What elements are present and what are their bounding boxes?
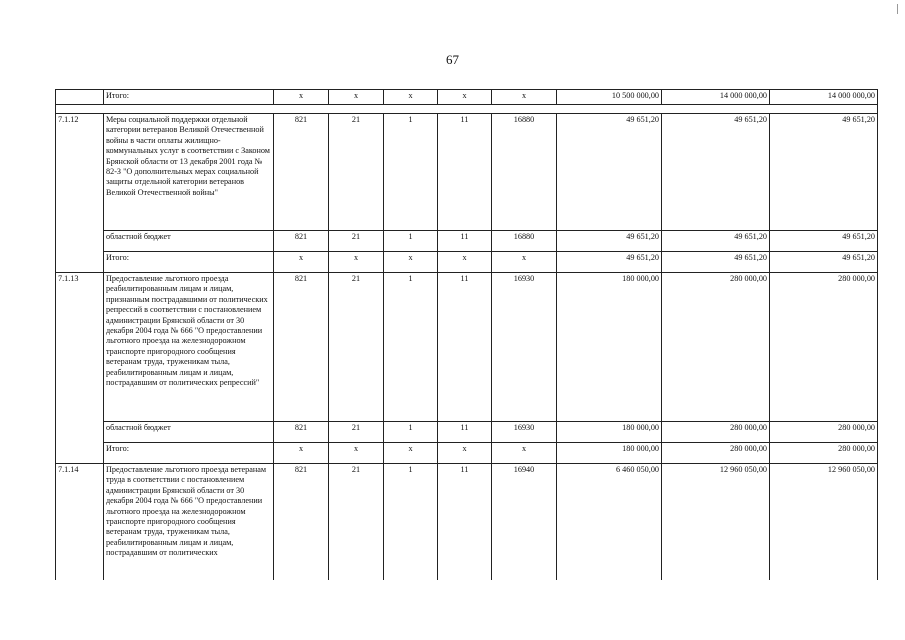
- rz-cell: 21: [329, 422, 384, 443]
- value-2-cell: 280 000,00: [662, 273, 770, 422]
- row-index-cell: [56, 90, 104, 105]
- value-2-cell: 280 000,00: [662, 422, 770, 443]
- rz-cell: 21: [329, 114, 384, 231]
- value-3-cell: 14 000 000,00: [770, 90, 878, 105]
- value-3-cell: 49 651,20: [770, 114, 878, 231]
- grbs-cell: х: [274, 443, 329, 464]
- value-1-cell: 49 651,20: [557, 231, 662, 252]
- pr-cell: 1: [384, 231, 438, 252]
- table-row-total: [56, 252, 878, 273]
- row-name-cell: Меры социальной поддержки отдельной категории ветеранов Великой Отечественной войны в части оплаты жилищно-коммунальных услуг в соответствии с Законом Брянской области от 13 декабря 2001 года № 82-З "О дополнительных мерах социальной защиты отдельной категории ветеранов Великой Отечественной войны": [104, 114, 274, 231]
- target-cell: 16880: [492, 114, 557, 231]
- value-1-cell: 180 000,00: [557, 273, 662, 422]
- spacer-cell: [56, 105, 878, 114]
- table-row-measure: [56, 464, 878, 581]
- value-1-cell: 49 651,20: [557, 252, 662, 273]
- row-name-cell: областной бюджет: [104, 231, 274, 252]
- pr-cell: х: [384, 443, 438, 464]
- value-2-cell: 14 000 000,00: [662, 90, 770, 105]
- table-row-total: [56, 443, 878, 464]
- value-2-cell: 280 000,00: [662, 443, 770, 464]
- grbs-cell: 821: [274, 114, 329, 231]
- row-name-cell: Предоставление льготного проезда ветеранам труда в соответствии с постановлением администрации Брянской области от 30 декабря 2004 года № 666 "О предоставлении льготного проезда на железнодорожном транспорте пригородного сообщения ветеранам труда, труженикам тыла, реабилитированным лицам и лицам, пострадавшим от политических: [104, 464, 274, 581]
- value-1-cell: 10 500 000,00: [557, 90, 662, 105]
- page-number: 67: [446, 52, 459, 67]
- budget-table: [55, 89, 878, 580]
- grbs-cell: х: [274, 90, 329, 105]
- cs-cell: 11: [438, 464, 492, 581]
- cs-cell: 11: [438, 231, 492, 252]
- table-row-total: [56, 90, 878, 105]
- table-row-measure: [56, 273, 878, 422]
- grbs-cell: 821: [274, 231, 329, 252]
- value-1-cell: 6 460 050,00: [557, 464, 662, 581]
- rz-cell: 21: [329, 231, 384, 252]
- value-2-cell: 49 651,20: [662, 114, 770, 231]
- target-cell: 16940: [492, 464, 557, 581]
- grbs-cell: 821: [274, 273, 329, 422]
- value-1-cell: 49 651,20: [557, 114, 662, 231]
- table-row-source: [56, 231, 878, 252]
- pr-cell: 1: [384, 464, 438, 581]
- value-3-cell: 280 000,00: [770, 443, 878, 464]
- cs-cell: 11: [438, 114, 492, 231]
- grbs-cell: х: [274, 252, 329, 273]
- pr-cell: х: [384, 90, 438, 105]
- row-index-cell: 7.1.12: [56, 114, 104, 273]
- value-2-cell: 12 960 050,00: [662, 464, 770, 581]
- grbs-cell: 821: [274, 464, 329, 581]
- row-name-cell: областной бюджет: [104, 422, 274, 443]
- rz-cell: 21: [329, 273, 384, 422]
- target-cell: 16930: [492, 273, 557, 422]
- pr-cell: 1: [384, 114, 438, 231]
- target-cell: 16930: [492, 422, 557, 443]
- value-2-cell: 49 651,20: [662, 231, 770, 252]
- spacer-row: [56, 105, 878, 114]
- cs-cell: х: [438, 90, 492, 105]
- value-3-cell: 280 000,00: [770, 422, 878, 443]
- rz-cell: 21: [329, 464, 384, 581]
- target-cell: 16880: [492, 231, 557, 252]
- grbs-cell: 821: [274, 422, 329, 443]
- row-name-cell: Итого:: [104, 252, 274, 273]
- row-index-cell: 7.1.13: [56, 273, 104, 464]
- scan-edge-mark: [897, 4, 898, 14]
- rz-cell: х: [329, 252, 384, 273]
- target-cell: х: [492, 252, 557, 273]
- row-name-cell: Итого:: [104, 90, 274, 105]
- table-row-measure: [56, 114, 878, 231]
- target-cell: х: [492, 443, 557, 464]
- pr-cell: 1: [384, 422, 438, 443]
- cs-cell: 11: [438, 422, 492, 443]
- table-row-source: [56, 422, 878, 443]
- target-cell: х: [492, 90, 557, 105]
- value-3-cell: 49 651,20: [770, 252, 878, 273]
- cs-cell: х: [438, 443, 492, 464]
- value-3-cell: 280 000,00: [770, 273, 878, 422]
- value-1-cell: 180 000,00: [557, 443, 662, 464]
- row-index-cell: 7.1.14: [56, 464, 104, 581]
- row-name-cell: Итого:: [104, 443, 274, 464]
- value-3-cell: 49 651,20: [770, 231, 878, 252]
- cs-cell: 11: [438, 273, 492, 422]
- rz-cell: х: [329, 443, 384, 464]
- pr-cell: 1: [384, 273, 438, 422]
- rz-cell: х: [329, 90, 384, 105]
- pr-cell: х: [384, 252, 438, 273]
- cs-cell: х: [438, 252, 492, 273]
- value-3-cell: 12 960 050,00: [770, 464, 878, 581]
- row-name-cell: Предоставление льготного проезда реабилитированным лицам и лицам, признанным пострадавшими от политических репрессий в соответствии с постановлением администрации Брянской области от 30 декабря 2004 года № 666 "О предоставлении льготного проезда на железнодорожном транспорте пригородного сообщения ветеранам труда, труженикам тыла, реабилитированным лицам и лицам, пострадавшим от политических репрессий": [104, 273, 274, 422]
- value-2-cell: 49 651,20: [662, 252, 770, 273]
- value-1-cell: 180 000,00: [557, 422, 662, 443]
